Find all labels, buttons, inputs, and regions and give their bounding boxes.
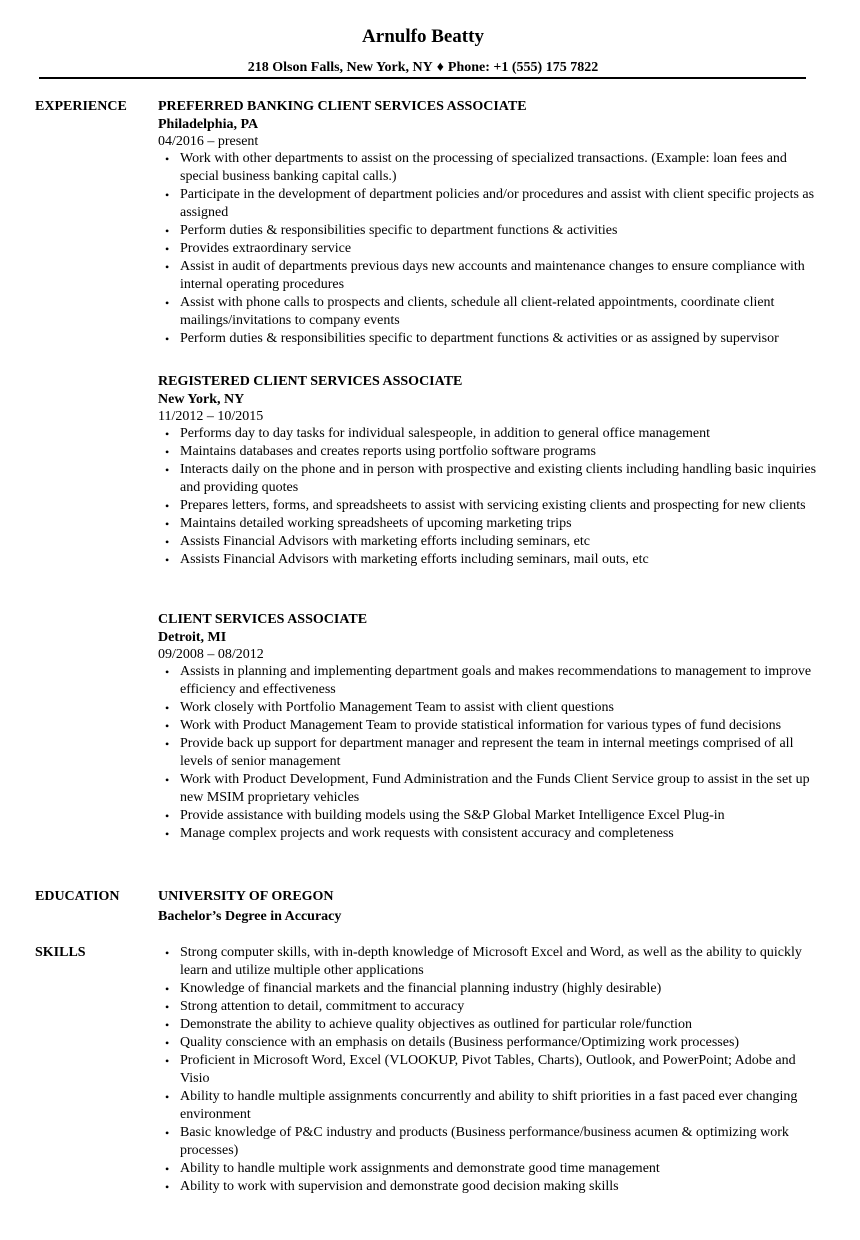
degree: Bachelor’s Degree in Accuracy [158, 909, 342, 924]
resume-name: Arnulfo Beatty [362, 26, 484, 47]
list-item: • Ability to handle multiple work assignments and demonstrate good time management [158, 1160, 818, 1178]
job-location: New York, NY [158, 392, 245, 407]
list-item: • Work with other departments to assist on the processing of specialized transactions. (Example: loan fees and special business banking capital calls.) [158, 150, 818, 186]
job-bullets [158, 150, 818, 348]
list-item: • Work with Product Management Team to provide statistical information for various types of fund decisions [158, 717, 818, 735]
list-item: • Provides extraordinary service [158, 240, 818, 258]
job-dates: 11/2012 – 10/2015 [158, 409, 264, 424]
education-entry [158, 888, 818, 926]
list-item: • Participate in the development of department policies and/or procedures and assist with client specific projects as assigned [158, 186, 818, 222]
address: 218 Olson Falls, New York, NY [247, 60, 433, 75]
school-name: UNIVERSITY OF OREGON [158, 889, 334, 904]
job-title: PREFERRED BANKING CLIENT SERVICES ASSOCIATE [158, 99, 527, 114]
job-bullets [158, 663, 818, 843]
job-location: Philadelphia, PA [158, 117, 259, 132]
list-item: • Work closely with Portfolio Management Team to assist with client questions [158, 699, 818, 717]
header-divider [39, 77, 806, 79]
job-title: REGISTERED CLIENT SERVICES ASSOCIATE [158, 374, 463, 389]
list-item: • Prepares letters, forms, and spreadsheets to assist with servicing existing clients and prospecting for new clients [158, 497, 818, 515]
list-item: • Work with Product Development, Fund Administration and the Funds Client Service group to assist in the set up new MSIM proprietary vehicles [158, 771, 818, 807]
list-item: • Assists in planning and implementing department goals and makes recommendations to management to improve efficiency and effectiveness [158, 663, 818, 699]
job-dates: 04/2016 – present [158, 134, 259, 149]
phone: Phone: +1 (555) 175 7822 [447, 60, 599, 75]
list-item: • Knowledge of financial markets and the financial planning industry (highly desirable) [158, 980, 818, 998]
list-item: • Manage complex projects and work requests with consistent accuracy and completeness [158, 825, 818, 843]
list-item: • Perform duties & responsibilities specific to department functions & activities [158, 222, 818, 240]
list-item: • Provide assistance with building models using the S&P Global Market Intelligence Excel Plug-in [158, 807, 818, 825]
list-item: • Strong attention to detail, commitment to accuracy [158, 998, 818, 1016]
list-item: • Demonstrate the ability to achieve quality objectives as outlined for particular role/function [158, 1016, 818, 1034]
job-location: Detroit, MI [158, 630, 227, 645]
job-bullets [158, 425, 818, 569]
list-item: • Perform duties & responsibilities specific to department functions & activities or as assigned by supervisor [158, 330, 818, 348]
list-item: • Assist with phone calls to prospects and clients, schedule all client-related appointments, coordinate client mailings/invitations to company events [158, 294, 818, 330]
skills-list [158, 944, 818, 1196]
list-item: • Basic knowledge of P&C industry and products (Business performance/business acumen & optimizing work processes) [158, 1124, 818, 1160]
section-label-skills: SKILLS [35, 945, 86, 960]
list-item: • Provide back up support for department manager and represent the team in internal meetings comprised of all levels of senior management [158, 735, 818, 771]
list-item: • Interacts daily on the phone and in person with prospective and existing clients including handling basic inquiries and providing quotes [158, 461, 818, 497]
section-label-education: EDUCATION [35, 889, 120, 904]
list-item: • Quality conscience with an emphasis on details (Business performance/Optimizing work processes) [158, 1034, 818, 1052]
list-item: • Ability to handle multiple assignments concurrently and ability to shift priorities in a fast paced ever changing environment [158, 1088, 818, 1124]
list-item: • Strong computer skills, with in-depth knowledge of Microsoft Excel and Word, as well as the ability to quickly learn and utilize multiple other applications [158, 944, 818, 980]
job-entry [158, 611, 818, 843]
list-item: • Assists Financial Advisors with marketing efforts including seminars, mail outs, etc [158, 551, 818, 569]
skills-list-container [158, 944, 818, 1196]
list-item: • Assist in audit of departments previous days new accounts and maintenance changes to ensure compliance with internal operating procedures [158, 258, 818, 294]
diamond-separator-icon: ♦ [436, 60, 444, 75]
list-item: • Maintains detailed working spreadsheets of upcoming marketing trips [158, 515, 818, 533]
contact-line [0, 59, 846, 77]
list-item: • Maintains databases and creates reports using portfolio software programs [158, 443, 818, 461]
list-item: • Ability to work with supervision and demonstrate good decision making skills [158, 1178, 818, 1196]
job-entry [158, 373, 818, 569]
job-title: CLIENT SERVICES ASSOCIATE [158, 612, 368, 627]
job-entry [158, 98, 818, 348]
section-label-experience: EXPERIENCE [35, 99, 127, 114]
list-item: • Proficient in Microsoft Word, Excel (VLOOKUP, Pivot Tables, Charts), Outlook, and PowerPoint; Adobe and Visio [158, 1052, 818, 1088]
job-dates: 09/2008 – 08/2012 [158, 647, 264, 662]
list-item: • Performs day to day tasks for individual salespeople, in addition to general office management [158, 425, 818, 443]
list-item: • Assists Financial Advisors with marketing efforts including seminars, etc [158, 533, 818, 551]
